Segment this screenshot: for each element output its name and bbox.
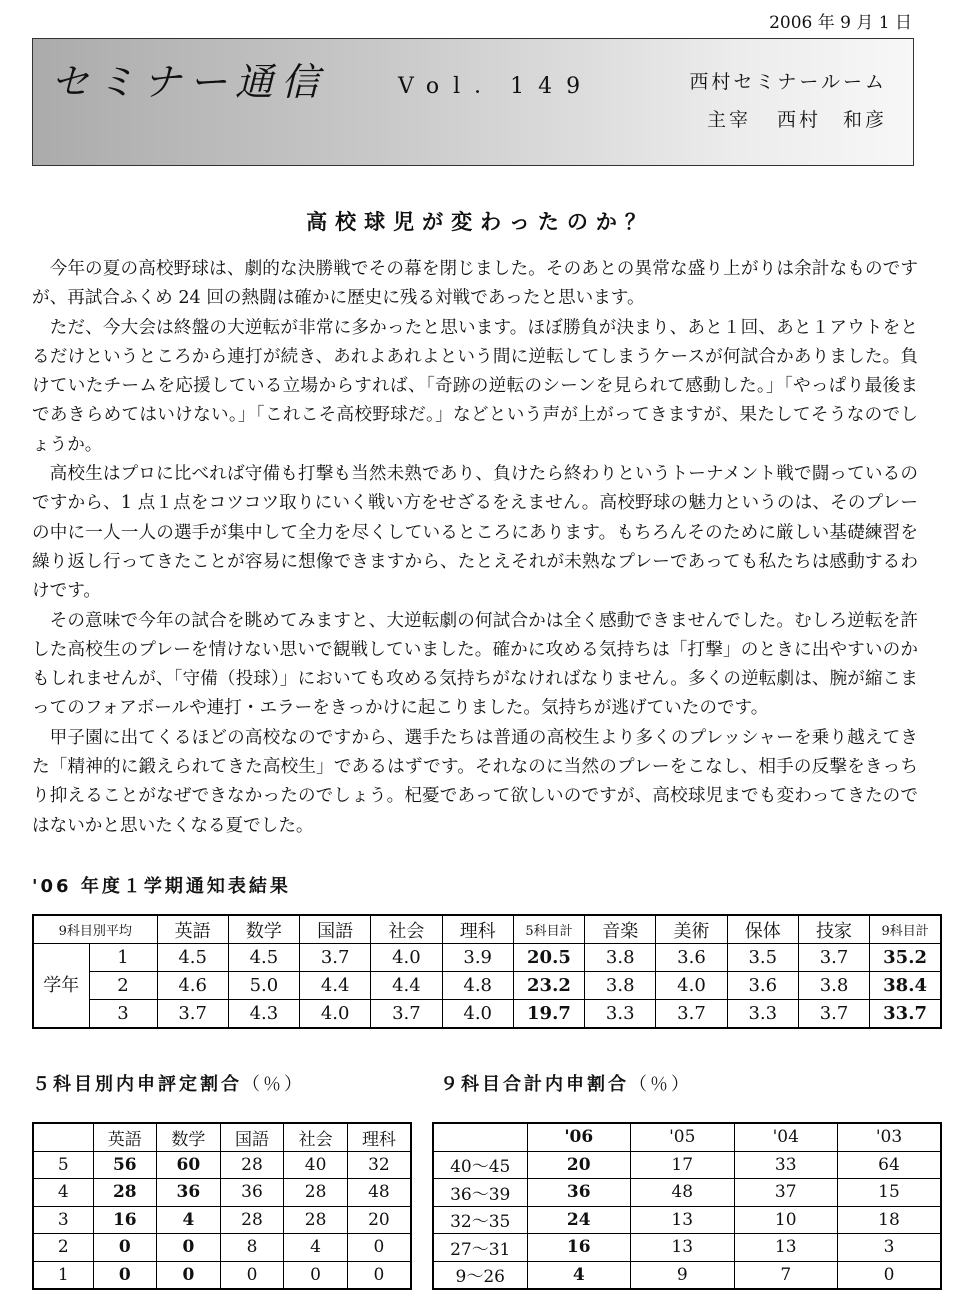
table-row bbox=[33, 1261, 411, 1289]
ratio5-title: ５科目別内申評定割合 bbox=[32, 1074, 242, 1095]
ratio9-unit: （％） bbox=[629, 1074, 692, 1095]
column-header: 理科 bbox=[442, 915, 513, 944]
table-row bbox=[433, 1151, 941, 1179]
range-label: 9～26 bbox=[433, 1261, 527, 1289]
column-header: 5科目計 bbox=[513, 915, 584, 944]
column-header: '04 bbox=[734, 1123, 838, 1151]
cell: 4.0 bbox=[300, 1000, 371, 1029]
range-label: 36～39 bbox=[433, 1179, 527, 1207]
cell: 38.4 bbox=[870, 972, 941, 1000]
column-header: 国語 bbox=[300, 915, 371, 944]
cell: 0 bbox=[838, 1261, 942, 1289]
cell: 48 bbox=[631, 1179, 735, 1207]
cell: 0 bbox=[93, 1261, 157, 1289]
grade-label: 4 bbox=[33, 1179, 93, 1207]
cell: 10 bbox=[734, 1206, 838, 1234]
column-header: 英語 bbox=[93, 1123, 157, 1151]
cell: 56 bbox=[93, 1151, 157, 1179]
grade-label: 3 bbox=[89, 1000, 157, 1029]
column-header: 社会 bbox=[371, 915, 442, 944]
column-header: 美術 bbox=[656, 915, 727, 944]
range-label: 32～35 bbox=[433, 1206, 527, 1234]
newsletter-title: セミナー通信 bbox=[51, 60, 328, 104]
cell: 24 bbox=[527, 1206, 631, 1234]
table-row bbox=[33, 944, 941, 972]
cell: 28 bbox=[93, 1179, 157, 1207]
cell: 33.7 bbox=[870, 1000, 941, 1029]
cell: 28 bbox=[284, 1179, 348, 1207]
cell: 4.3 bbox=[228, 1000, 299, 1029]
grade-label: 3 bbox=[33, 1206, 93, 1234]
cell: 7 bbox=[734, 1261, 838, 1289]
column-header: 技家 bbox=[798, 915, 869, 944]
cell: 5.0 bbox=[228, 972, 299, 1000]
cell: 3.8 bbox=[798, 972, 869, 1000]
cell: 3.7 bbox=[798, 944, 869, 972]
cell: 15 bbox=[838, 1179, 942, 1207]
grade-label: 1 bbox=[33, 1261, 93, 1289]
cell: 40 bbox=[284, 1151, 348, 1179]
table-row bbox=[33, 1179, 411, 1207]
table-header-row bbox=[33, 915, 941, 944]
corner-label: 9科目別平均 bbox=[33, 915, 157, 944]
newsletter-header bbox=[32, 38, 914, 166]
grade-label: 1 bbox=[89, 944, 157, 972]
cell: 4.4 bbox=[371, 972, 442, 1000]
paragraph: 高校生はプロに比べれば守備も打撃も当然未熟であり、負けたら終わりというトーナメント戦で闘っているのですから、1 点１点をコツコツ取りにいく戦い方をせざるをえません。高校野球の魅力というのは、そのプレーの中に一人一人の選手が集中して全力を尽くしているところにあります。もちろんそのために厳しい基礎練習を繰り返し行ってきたことが容易に想像できますから、たとえそれが未熟なプレーであっても私たちは感動するわけです。 bbox=[32, 464, 918, 602]
cell: 16 bbox=[527, 1234, 631, 1262]
cell: 3.8 bbox=[585, 972, 656, 1000]
cell: 17 bbox=[631, 1151, 735, 1179]
cell: 4.0 bbox=[371, 944, 442, 972]
cell: 28 bbox=[220, 1151, 284, 1179]
table-row bbox=[433, 1206, 941, 1234]
cell: 32 bbox=[347, 1151, 411, 1179]
grade-group-label: 学年 bbox=[33, 944, 89, 1029]
cell: 3.6 bbox=[656, 944, 727, 972]
ratio5-section-title bbox=[32, 1070, 305, 1096]
paragraph: 甲子園に出てくるほどの高校なのですから、選手たちは普通の高校生より多くのプレッシャーを乗り越えてきた「精神的に鍛えられてきた高校生」であるはずです。それなのに当然のプレーをこなし、相手の反撃をきっちり抑えることがなぜできなかったのでしょう。杞憂であって欲しいのですが、高校球児までも変わってきたのではないかと思いたくなる夏でした。 bbox=[32, 727, 918, 836]
column-header: 音楽 bbox=[585, 915, 656, 944]
table-row bbox=[33, 1234, 411, 1262]
cell: 3.7 bbox=[300, 944, 371, 972]
cell: 3.7 bbox=[371, 1000, 442, 1029]
table-row bbox=[433, 1179, 941, 1207]
cell: 0 bbox=[157, 1234, 221, 1262]
report-section-title: '06 年度１学期通知表結果 bbox=[32, 876, 291, 897]
article-title: 高校球児が変わったのか？ bbox=[306, 210, 654, 234]
ratio9-section-title bbox=[440, 1070, 692, 1096]
cell: 4.5 bbox=[157, 944, 228, 972]
column-header: 理科 bbox=[347, 1123, 411, 1151]
cell: 23.2 bbox=[513, 972, 584, 1000]
corner-cell bbox=[433, 1123, 527, 1151]
cell: 0 bbox=[347, 1261, 411, 1289]
column-header: 数学 bbox=[157, 1123, 221, 1151]
author-name: 西村 和彦 bbox=[776, 109, 887, 131]
table-row bbox=[433, 1261, 941, 1289]
cell: 9 bbox=[631, 1261, 735, 1289]
cell: 3.9 bbox=[442, 944, 513, 972]
range-label: 27～31 bbox=[433, 1234, 527, 1262]
issue-date: 2006 年 9 月 1 日 bbox=[769, 13, 912, 33]
column-header: 社会 bbox=[284, 1123, 348, 1151]
column-header: 英語 bbox=[157, 915, 228, 944]
cell: 0 bbox=[220, 1261, 284, 1289]
cell: 28 bbox=[220, 1206, 284, 1234]
cell: 20 bbox=[527, 1151, 631, 1179]
cell: 4.6 bbox=[157, 972, 228, 1000]
volume-number: Vol．149 bbox=[398, 74, 595, 99]
cell: 19.7 bbox=[513, 1000, 584, 1029]
cell: 36 bbox=[220, 1179, 284, 1207]
ratio5-unit: （％） bbox=[242, 1074, 305, 1095]
cell: 8 bbox=[220, 1234, 284, 1262]
cell: 36 bbox=[527, 1179, 631, 1207]
cell: 60 bbox=[157, 1151, 221, 1179]
cell: 35.2 bbox=[870, 944, 941, 972]
grade-label: 5 bbox=[33, 1151, 93, 1179]
table-row bbox=[33, 1206, 411, 1234]
cell: 4 bbox=[527, 1261, 631, 1289]
column-header: 国語 bbox=[220, 1123, 284, 1151]
table-row bbox=[33, 1000, 941, 1029]
ratio5-table bbox=[32, 1122, 412, 1290]
cell: 28 bbox=[284, 1206, 348, 1234]
cell: 4 bbox=[157, 1206, 221, 1234]
grade-label: 2 bbox=[89, 972, 157, 1000]
cell: 64 bbox=[838, 1151, 942, 1179]
paragraph: その意味で今年の試合を眺めてみますと、大逆転劇の何試合かは全く感動できませんでした。むしろ逆転を許した高校生のプレーを情けない思いで観戦していました。確かに攻める気持ちは「打撃」のときに出やすいのかもしれませんが、「守備（投球）」においても攻める気持ちがなければなりません。多くの逆転劇は、腕が縮こまってのフォアボールや連打・エラーをきっかけに起こりました。気持ちが逃げていたのです。 bbox=[32, 610, 918, 719]
cell: 13 bbox=[734, 1234, 838, 1262]
cell: 33 bbox=[734, 1151, 838, 1179]
table-row bbox=[33, 1151, 411, 1179]
corner-cell bbox=[33, 1123, 93, 1151]
cell: 3.6 bbox=[727, 972, 798, 1000]
cell: 16 bbox=[93, 1206, 157, 1234]
cell: 13 bbox=[631, 1206, 735, 1234]
table-row bbox=[433, 1234, 941, 1262]
column-header: '06 bbox=[527, 1123, 631, 1151]
column-header: '05 bbox=[631, 1123, 735, 1151]
column-header: '03 bbox=[838, 1123, 942, 1151]
cell: 3.7 bbox=[157, 1000, 228, 1029]
cell: 0 bbox=[93, 1234, 157, 1262]
paragraph: 今年の夏の高校野球は、劇的な決勝戦でその幕を閉じました。そのあとの異常な盛り上がりは余計なものですが、再試合ふくめ 24 回の熱闘は確かに歴史に残る対戦であったと思います。 bbox=[32, 259, 918, 309]
cell: 20.5 bbox=[513, 944, 584, 972]
cell: 3 bbox=[838, 1234, 942, 1262]
cell: 37 bbox=[734, 1179, 838, 1207]
report-card-table bbox=[32, 914, 942, 1029]
author-line bbox=[707, 105, 887, 132]
cell: 13 bbox=[631, 1234, 735, 1262]
article-body bbox=[32, 255, 918, 841]
cell: 3.8 bbox=[585, 944, 656, 972]
cell: 3.3 bbox=[585, 1000, 656, 1029]
cell: 0 bbox=[347, 1234, 411, 1262]
cell: 3.5 bbox=[727, 944, 798, 972]
table-header-row bbox=[33, 1123, 411, 1151]
range-label: 40～45 bbox=[433, 1151, 527, 1179]
grade-label: 2 bbox=[33, 1234, 93, 1262]
cell: 4.8 bbox=[442, 972, 513, 1000]
cell: 18 bbox=[838, 1206, 942, 1234]
cell: 0 bbox=[284, 1261, 348, 1289]
organization-name: 西村セミナールーム bbox=[689, 71, 887, 93]
table-header-row bbox=[433, 1123, 941, 1151]
cell: 4.0 bbox=[442, 1000, 513, 1029]
column-header: 数学 bbox=[228, 915, 299, 944]
cell: 20 bbox=[347, 1206, 411, 1234]
column-header: 保体 bbox=[727, 915, 798, 944]
ratio9-title: ９科目合計内申割合 bbox=[440, 1074, 629, 1095]
cell: 3.3 bbox=[727, 1000, 798, 1029]
cell: 3.7 bbox=[798, 1000, 869, 1029]
cell: 4.5 bbox=[228, 944, 299, 972]
table-row bbox=[33, 972, 941, 1000]
ratio9-table bbox=[432, 1122, 942, 1290]
cell: 36 bbox=[157, 1179, 221, 1207]
cell: 3.7 bbox=[656, 1000, 727, 1029]
cell: 48 bbox=[347, 1179, 411, 1207]
column-header: 9科目計 bbox=[870, 915, 941, 944]
cell: 0 bbox=[157, 1261, 221, 1289]
cell: 4 bbox=[284, 1234, 348, 1262]
author-role: 主宰 bbox=[706, 109, 751, 131]
paragraph: ただ、今大会は終盤の大逆転が非常に多かったと思います。ほぼ勝負が決まり、あと１回、あと１アウトをとるだけというところから連打が続き、あれよあれよという間に逆転してしまうケースが何試合かありました。負けていたチームを応援している立場からすれば、「奇跡の逆転のシーンを見られて感動した。」「やっぱり最後まであきらめてはいけない。」「これこそ高校野球だ。」などという声が上がってきますが、果たしてそうなのでしょうか。 bbox=[32, 317, 918, 455]
cell: 4.0 bbox=[656, 972, 727, 1000]
cell: 4.4 bbox=[300, 972, 371, 1000]
